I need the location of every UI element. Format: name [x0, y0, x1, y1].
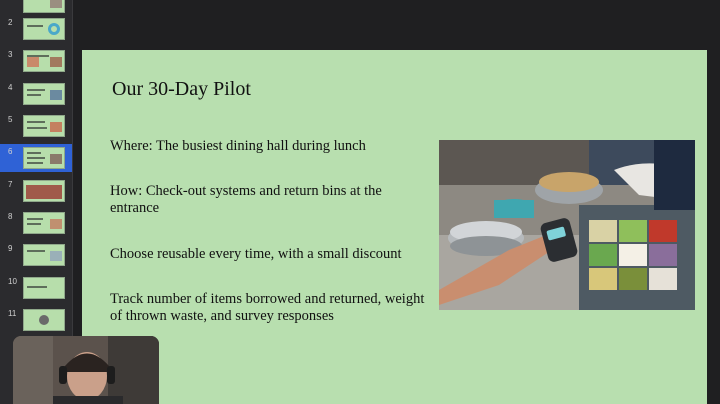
- salad-bar-checkout-photo[interactable]: [439, 140, 695, 310]
- slide-thumbnail-6[interactable]: [0, 144, 72, 172]
- slide-thumbnail-preview: [23, 18, 65, 40]
- slide-number: 5: [8, 115, 13, 124]
- slide-thumbnail-4[interactable]: [0, 80, 72, 108]
- slide-thumbnail-preview: [23, 277, 65, 299]
- slide-thumbnail-3[interactable]: [0, 47, 72, 75]
- slide-title[interactable]: Our 30-Day Pilot: [112, 78, 251, 100]
- slide-number: 9: [8, 244, 13, 253]
- slide-thumbnail-7[interactable]: [0, 177, 72, 205]
- slide-thumbnail-5[interactable]: [0, 112, 72, 140]
- slide-thumbnail-preview: [23, 50, 65, 72]
- bullet-track[interactable]: Track number of items borrowed and returned, weight of thrown waste, and survey responses: [110, 291, 425, 324]
- slide-thumbnail-preview: [23, 0, 65, 13]
- current-slide: [82, 50, 707, 404]
- slide-thumbnail-1[interactable]: [0, 0, 72, 16]
- slide-thumbnail-preview: [23, 83, 65, 105]
- slide-thumbnail-preview: [23, 147, 65, 169]
- slide-thumbnail-8[interactable]: [0, 209, 72, 237]
- slide-number: 3: [8, 50, 13, 59]
- slide-thumbnail-preview: [23, 115, 65, 137]
- slide-thumbnail-2[interactable]: [0, 15, 72, 43]
- slide-number: 10: [8, 277, 17, 286]
- slide-thumbnail-preview: [23, 309, 65, 331]
- slide-thumbnail-10[interactable]: [0, 274, 72, 302]
- slide-thumbnail-9[interactable]: [0, 241, 72, 269]
- slide-number: 2: [8, 18, 13, 27]
- bullet-how[interactable]: How: Check-out systems and return bins at the entrance: [110, 183, 382, 216]
- slide-number: 6: [8, 147, 13, 156]
- webcam-presenter: [13, 336, 159, 404]
- slide-thumbnail-preview: [23, 180, 65, 202]
- slide-thumbnail-preview: [23, 244, 65, 266]
- bullet-where[interactable]: Where: The busiest dining hall during lunch: [110, 138, 366, 154]
- slide-number: 4: [8, 83, 13, 92]
- slide-thumbnail-11[interactable]: [0, 306, 72, 334]
- slide-thumbnail-preview: [23, 212, 65, 234]
- slide-number: 11: [8, 309, 17, 318]
- slide-number: 7: [8, 180, 13, 189]
- bullet-choose[interactable]: Choose reusable every time, with a small discount: [110, 246, 402, 262]
- slide-number: 8: [8, 212, 13, 221]
